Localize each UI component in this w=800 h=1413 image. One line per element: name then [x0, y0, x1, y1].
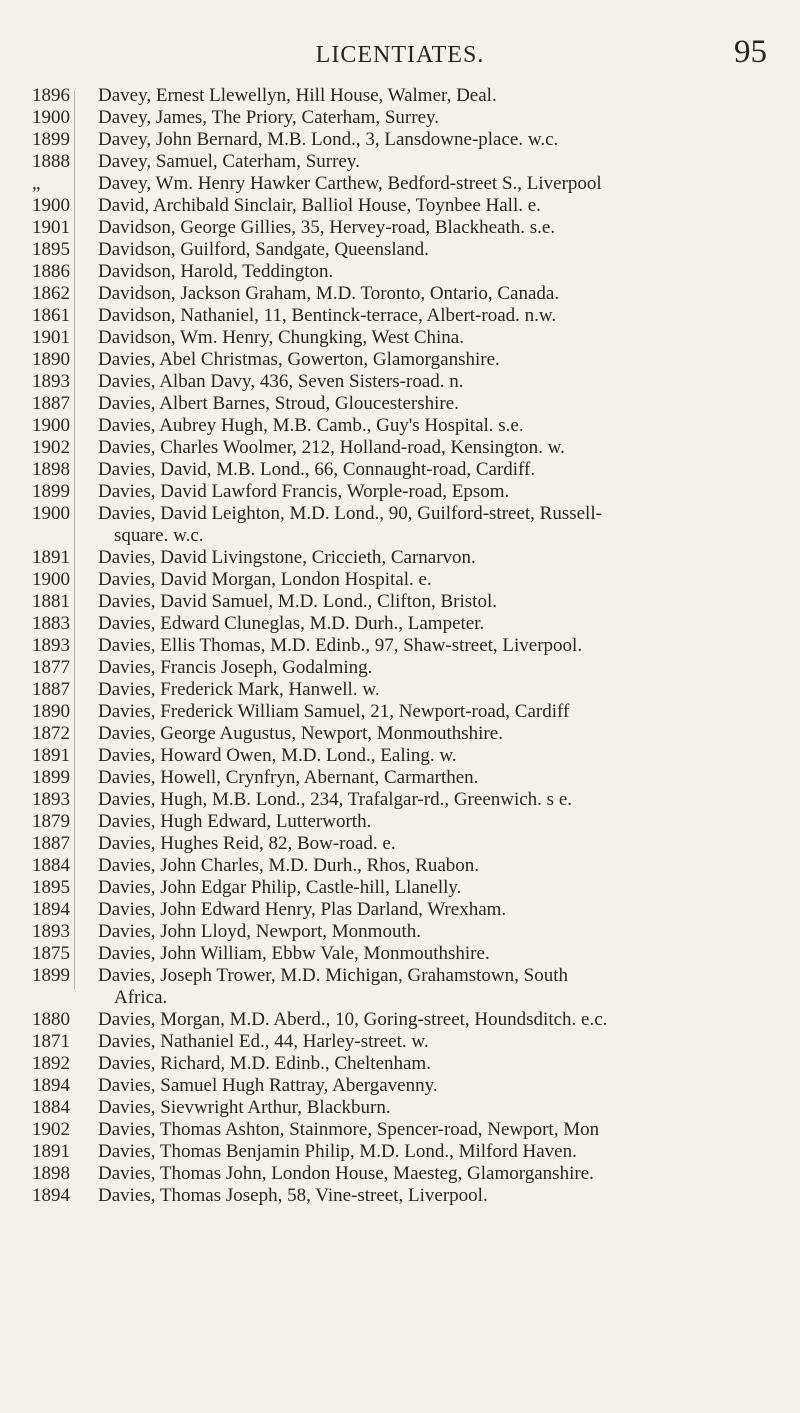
entry-main: Davies, Frederick William Samuel, 21, Newport-road, Cardiff: [98, 701, 570, 722]
entry-text: [98, 415, 787, 437]
entry-main: David, Archibald Sinclair, Balliol House, Toynbee Hall. e.: [98, 195, 541, 216]
list-item: [32, 855, 787, 877]
entry-main: Davies, John Charles, M.D. Durh., Rhos, Ruabon.: [98, 855, 480, 876]
list-item: [32, 591, 787, 613]
entry-year: 1899: [32, 481, 70, 502]
entry-main: Davies, John William, Ebbw Vale, Monmouthshire.: [98, 943, 490, 964]
entry-year: 1900: [32, 107, 70, 128]
list-item: [32, 129, 787, 151]
entry-text: [98, 789, 787, 811]
entry-main: Davies, John Edward Henry, Plas Darland, Wrexham.: [98, 899, 507, 920]
entry-year: 1880: [32, 1009, 70, 1030]
list-item: [32, 1009, 787, 1031]
list-item: [32, 85, 787, 107]
entry-year: 1888: [32, 151, 70, 172]
entry-text: [98, 1163, 787, 1185]
entry-year: 1900: [32, 569, 70, 590]
entry-main: Davies, Hugh Edward, Lutterworth.: [98, 811, 372, 832]
list-item: [32, 789, 787, 811]
entry-year: 1875: [32, 943, 70, 964]
entry-year: 1881: [32, 591, 70, 612]
list-item: [32, 635, 787, 657]
entry-year: 1902: [32, 1119, 70, 1140]
entry-main: Davies, David Livingstone, Criccieth, Carnarvon.: [98, 547, 476, 568]
entry-main: Davies, Frederick Mark, Hanwell. w.: [98, 679, 380, 700]
entry-text: [98, 833, 787, 855]
entry-text: [98, 899, 787, 921]
list-item: [32, 195, 787, 217]
entry-text: [98, 921, 787, 943]
entry-text: [98, 107, 787, 129]
entry-year: 1891: [32, 547, 70, 568]
entry-main: Davies, George Augustus, Newport, Monmouthshire.: [98, 723, 503, 744]
entry-main: Davies, Edward Cluneglas, M.D. Durh., Lampeter.: [98, 613, 485, 634]
entry-text: [98, 855, 787, 877]
entry-year: 1892: [32, 1053, 70, 1074]
entry-main: Davey, John Bernard, M.B. Lond., 3, Lansdowne-place. w.c.: [98, 129, 559, 150]
list-item: [32, 371, 787, 393]
list-item: [32, 503, 787, 547]
entry-year: 1900: [32, 503, 70, 524]
entry-year: 1895: [32, 239, 70, 260]
entry-continuation: square. w.c.: [114, 525, 204, 546]
entry-text: [98, 1009, 787, 1031]
list-item: [32, 107, 787, 129]
entry-text: [98, 767, 787, 789]
entry-year: 1894: [32, 1075, 70, 1096]
entry-text: [98, 943, 787, 965]
entry-main: Davidson, Guilford, Sandgate, Queensland.: [98, 239, 429, 260]
entry-text: [98, 217, 787, 239]
entry-main: Davidson, Jackson Graham, M.D. Toronto, Ontario, Canada.: [98, 283, 560, 304]
entry-year: 1893: [32, 371, 70, 392]
entry-year: 1900: [32, 195, 70, 216]
list-item: [32, 811, 787, 833]
entry-year: 1883: [32, 613, 70, 634]
list-item: [32, 217, 787, 239]
entry-main: Davies, David, M.B. Lond., 66, Connaught-road, Cardiff.: [98, 459, 536, 480]
list-item: [32, 327, 787, 349]
list-item: [32, 1053, 787, 1075]
entry-text: [98, 1119, 787, 1141]
list-item: [32, 701, 787, 723]
list-item: [32, 679, 787, 701]
entry-text: [98, 723, 787, 745]
entry-text: [98, 393, 787, 415]
entry-year: 1894: [32, 899, 70, 920]
entry-text: [98, 1031, 787, 1053]
entry-main: Davies, Richard, M.D. Edinb., Cheltenham.: [98, 1053, 431, 1074]
entry-text: [98, 569, 787, 591]
entry-text: [98, 85, 787, 107]
entry-text: [98, 195, 787, 217]
entry-year: 1891: [32, 745, 70, 766]
list-item: [32, 415, 787, 437]
list-item: [32, 657, 787, 679]
entry-main: Davies, David Lawford Francis, Worple-road, Epsom.: [98, 481, 510, 502]
list-item: [32, 899, 787, 921]
entry-text: [98, 503, 787, 547]
list-item: [32, 921, 787, 943]
list-item: [32, 481, 787, 503]
entry-year: 1900: [32, 415, 70, 436]
entry-main: Davies, Thomas Ashton, Stainmore, Spencer-road, Newport, Mon: [98, 1119, 600, 1140]
entry-text: [98, 965, 787, 1009]
entry-main: Davey, Samuel, Caterham, Surrey.: [98, 151, 360, 172]
entry-main: Davey, Ernest Llewellyn, Hill House, Walmer, Deal.: [98, 85, 497, 106]
entry-year: 1893: [32, 789, 70, 810]
entry-text: [98, 283, 787, 305]
entry-year: 1862: [32, 283, 70, 304]
list-item: [32, 261, 787, 283]
page-number: 95: [734, 34, 767, 70]
entry-main: Davies, Nathaniel Ed., 44, Harley-street. w.: [98, 1031, 429, 1052]
entry-text: [98, 129, 787, 151]
entry-text: [98, 877, 787, 899]
entry-text: [98, 151, 787, 173]
entry-text: [98, 349, 787, 371]
entry-main: Davies, David Samuel, M.D. Lond., Clifton, Bristol.: [98, 591, 497, 612]
entry-year: 1877: [32, 657, 70, 678]
entry-text: [98, 173, 787, 195]
entry-text: [98, 1053, 787, 1075]
entry-main: Davies, Hughes Reid, 82, Bow-road. e.: [98, 833, 396, 854]
entry-year: 1887: [32, 833, 70, 854]
list-item: [32, 1185, 787, 1207]
list-item: [32, 877, 787, 899]
entry-main: Davies, Alban Davy, 436, Seven Sisters-road. n.: [98, 371, 464, 392]
entry-main: Davies, John Edgar Philip, Castle-hill, Llanelly.: [98, 877, 462, 898]
entry-year: 1899: [32, 129, 70, 150]
list-item: [32, 1097, 787, 1119]
entry-text: [98, 701, 787, 723]
entry-year: 1879: [32, 811, 70, 832]
list-item: [32, 745, 787, 767]
entry-text: [98, 547, 787, 569]
list-item: [32, 1031, 787, 1053]
entry-main: Davies, Francis Joseph, Godalming.: [98, 657, 373, 678]
entry-main: Davies, Ellis Thomas, M.D. Edinb., 97, Shaw-street, Liverpool.: [98, 635, 583, 656]
entry-year: 1884: [32, 855, 70, 876]
entry-main: Davies, Samuel Hugh Rattray, Abergavenny.: [98, 1075, 438, 1096]
entry-year: 1871: [32, 1031, 70, 1052]
list-item: [32, 767, 787, 789]
entry-main: Davies, Howard Owen, M.D. Lond., Ealing. w.: [98, 745, 457, 766]
entry-main: Davies, Charles Woolmer, 212, Holland-road, Kensington. w.: [98, 437, 565, 458]
list-item: [32, 1163, 787, 1185]
entry-text: [98, 1141, 787, 1163]
list-item: [32, 1119, 787, 1141]
entry-main: Davidson, Nathaniel, 11, Bentinck-terrace, Albert-road. n.w.: [98, 305, 557, 326]
entry-main: Davies, Joseph Trower, M.D. Michigan, Grahamstown, South: [98, 965, 568, 986]
entry-text: [98, 745, 787, 767]
entry-year: 1899: [32, 767, 70, 788]
list-item: [32, 1141, 787, 1163]
list-item: [32, 239, 787, 261]
entry-main: Davidson, Wm. Henry, Chungking, West China.: [98, 327, 464, 348]
entry-main: Davidson, George Gillies, 35, Hervey-road, Blackheath. s.e.: [98, 217, 556, 238]
entry-year: 1886: [32, 261, 70, 282]
entry-main: Davies, John Lloyd, Newport, Monmouth.: [98, 921, 421, 942]
entry-text: [98, 679, 787, 701]
entry-year: 1898: [32, 459, 70, 480]
entry-year: 1893: [32, 921, 70, 942]
page-header: [0, 20, 800, 70]
list-item: [32, 283, 787, 305]
entry-year: 1901: [32, 217, 70, 238]
entry-text: [98, 635, 787, 657]
entry-main: Davidson, Harold, Teddington.: [98, 261, 334, 282]
entry-main: Davies, David Morgan, London Hospital. e.: [98, 569, 432, 590]
entry-text: [98, 239, 787, 261]
list-item: [32, 833, 787, 855]
entry-continuation: Africa.: [114, 987, 168, 1008]
entry-text: [98, 1075, 787, 1097]
list-item: [32, 965, 787, 1009]
entry-year: 1861: [32, 305, 70, 326]
list-item: [32, 1075, 787, 1097]
entry-text: [98, 327, 787, 349]
entry-main: Davies, Thomas John, London House, Maesteg, Glamorganshire.: [98, 1163, 594, 1184]
entry-year: 1872: [32, 723, 70, 744]
entry-main: Davey, Wm. Henry Hawker Carthew, Bedford-street S., Liverpool: [98, 173, 602, 194]
entry-year: 1890: [32, 349, 70, 370]
entry-main: Davey, James, The Priory, Caterham, Surrey.: [98, 107, 440, 128]
entry-text: [98, 613, 787, 635]
entry-main: Davies, Morgan, M.D. Aberd., 10, Goring-street, Houndsditch. e.c.: [98, 1009, 608, 1030]
list-item: [32, 723, 787, 745]
entry-year: 1887: [32, 679, 70, 700]
entry-year: 1890: [32, 701, 70, 722]
entry-main: Davies, David Leighton, M.D. Lond., 90, Guilford-street, Russell-: [98, 503, 602, 524]
list-item: [32, 305, 787, 327]
entry-year: 1884: [32, 1097, 70, 1118]
entry-year: 1902: [32, 437, 70, 458]
entry-year: „: [32, 173, 41, 194]
entry-text: [98, 481, 787, 503]
entry-year: 1901: [32, 327, 70, 348]
list-item: [32, 151, 787, 173]
entry-main: Davies, Abel Christmas, Gowerton, Glamorganshire.: [98, 349, 500, 370]
entry-year: 1896: [32, 85, 70, 106]
list-item: [32, 547, 787, 569]
running-head: LICENTIATES.: [315, 42, 485, 68]
entry-main: Davies, Thomas Joseph, 58, Vine-street, Liverpool.: [98, 1185, 488, 1206]
entry-main: Davies, Howell, Crynfryn, Abernant, Carmarthen.: [98, 767, 479, 788]
list-item: [32, 437, 787, 459]
entry-text: [98, 437, 787, 459]
entry-main: Davies, Hugh, M.B. Lond., 234, Trafalgar-rd., Greenwich. s e.: [98, 789, 573, 810]
list-item: [32, 459, 787, 481]
entry-year: 1887: [32, 393, 70, 414]
entry-year: 1899: [32, 965, 70, 986]
list-item: [32, 349, 787, 371]
entry-text: [98, 459, 787, 481]
entry-main: Davies, Aubrey Hugh, M.B. Camb., Guy's Hospital. s.e.: [98, 415, 524, 436]
entry-text: [98, 1097, 787, 1119]
entry-main: Davies, Sievwright Arthur, Blackburn.: [98, 1097, 391, 1118]
entry-main: Davies, Albert Barnes, Stroud, Gloucestershire.: [98, 393, 459, 414]
entry-list: [32, 85, 787, 1207]
entry-text: [98, 657, 787, 679]
entry-text: [98, 261, 787, 283]
list-item: [32, 569, 787, 591]
entry-year: 1893: [32, 635, 70, 656]
entry-text: [98, 1185, 787, 1207]
entry-main: Davies, Thomas Benjamin Philip, M.D. Lond., Milford Haven.: [98, 1141, 577, 1162]
entry-text: [98, 811, 787, 833]
list-item: [32, 943, 787, 965]
list-item: [32, 613, 787, 635]
entry-year: 1891: [32, 1141, 70, 1162]
entry-text: [98, 305, 787, 327]
list-item: [32, 393, 787, 415]
entry-year: 1894: [32, 1185, 70, 1206]
entry-year: 1898: [32, 1163, 70, 1184]
entry-text: [98, 371, 787, 393]
entry-text: [98, 591, 787, 613]
list-item: [32, 173, 787, 195]
entry-year: 1895: [32, 877, 70, 898]
